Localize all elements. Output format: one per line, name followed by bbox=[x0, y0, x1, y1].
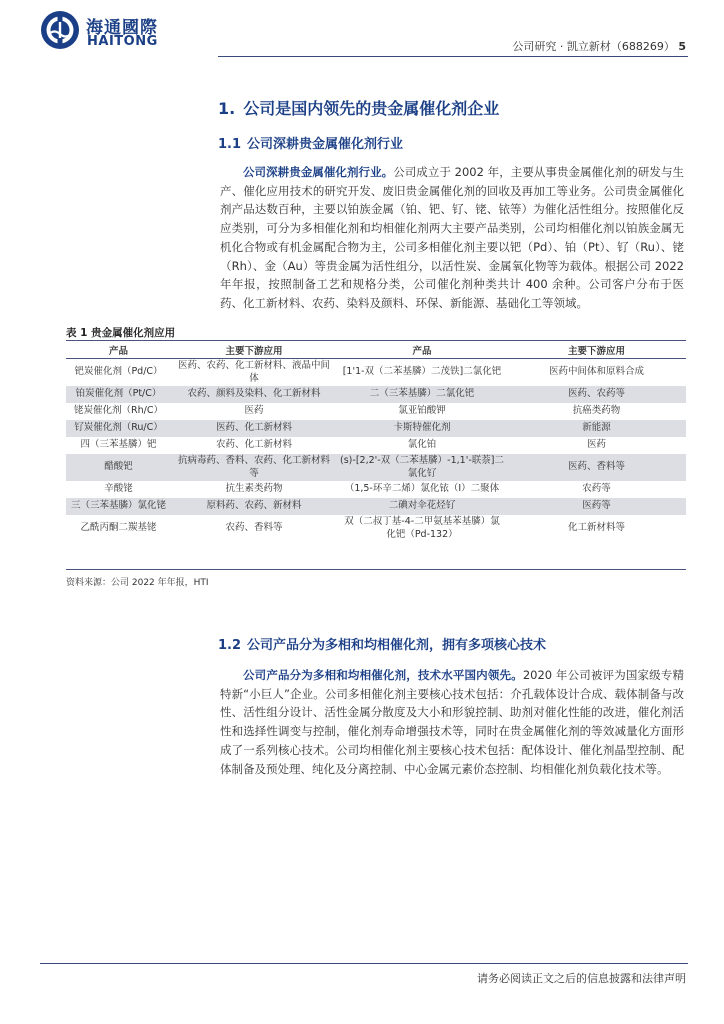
section-1-1-paragraph bbox=[220, 163, 684, 313]
table-cell: 医药等 bbox=[507, 498, 686, 515]
table-top-rule bbox=[66, 340, 686, 341]
section-number: 1.1 bbox=[218, 137, 242, 152]
paragraph-lead: 公司深耕贵金属催化剂行业。 bbox=[243, 165, 394, 179]
table-cell: 四（三苯基膦）钯 bbox=[80, 439, 157, 451]
footer-disclaimer: 请务必阅读正文之后的信息披露和法律声明 bbox=[477, 972, 686, 985]
page-number: 5 bbox=[678, 40, 686, 53]
table-cell: 医药 bbox=[586, 439, 606, 451]
table-cell: 二（三苯基膦）二氯化钯 bbox=[337, 386, 507, 403]
table-cell: 农药、香料等 bbox=[225, 522, 283, 534]
table-cell: 抗癌类药物 bbox=[572, 405, 621, 417]
table-row bbox=[66, 515, 686, 542]
table-cell: 农药、化工新材料 bbox=[215, 439, 292, 451]
table-cell: 铑炭催化剂（Rh/C） bbox=[74, 405, 163, 417]
haitong-logo-icon bbox=[40, 10, 80, 50]
table-cell: 新能源 bbox=[507, 420, 686, 437]
table-row bbox=[66, 481, 686, 498]
table-row bbox=[66, 403, 686, 420]
section-1-2-heading bbox=[218, 634, 546, 653]
table-row bbox=[66, 386, 686, 403]
table-cell: 医药中间体和原料合成 bbox=[548, 366, 644, 378]
paragraph-lead: 公司产品分为多相和均相催化剂，技术水平国内领先。 bbox=[243, 668, 523, 682]
table-row bbox=[66, 498, 686, 515]
column-header: 主要下游应用 bbox=[507, 342, 686, 359]
section-number: 1.2 bbox=[218, 638, 242, 653]
report-label: 公司研究 · 凯立新材（688269） bbox=[512, 40, 675, 53]
table-row bbox=[66, 359, 686, 387]
table-cell: 医药、农药、化工新材料、液晶中间体 bbox=[177, 360, 330, 384]
table-cell: 钯炭催化剂（Pd/C） bbox=[74, 366, 163, 378]
catalyst-application-table bbox=[66, 342, 686, 542]
table-cell: 乙酰丙酮二羰基铑 bbox=[80, 522, 157, 534]
table-cell: (s)-[2,2'-双（二苯基膦）-1,1'-联萘]二氯化钌 bbox=[337, 454, 507, 481]
section-1-2-paragraph bbox=[220, 666, 684, 778]
table-row bbox=[66, 420, 686, 437]
column-header: 主要下游应用 bbox=[171, 342, 337, 359]
section-title: 公司产品分为多相和均相催化剂，拥有多项核心技术 bbox=[247, 638, 547, 653]
table-source-note: 资料来源：公司 2022 年年报，HTI bbox=[66, 578, 209, 588]
table-cell: 卡斯特催化剂 bbox=[337, 420, 507, 437]
table-cell: 化工新材料等 bbox=[567, 522, 625, 534]
table-row bbox=[66, 437, 686, 454]
running-header bbox=[512, 38, 686, 54]
table-cell: 辛酸铑 bbox=[104, 483, 133, 495]
paragraph-body: 公司成立于 2002 年，主要从事贵金属催化剂的研发与生产、催化应用技术的研究开发、废旧贵金属催化剂的回收及再加工等业务。公司贵金属催化剂产品达数百种，主要以铂族金属（铂、钯、钌、铑、铱等）为催化活性组分。按照催化反应类别，可分为多相催化剂和均相催化剂两大主要产品类别，公司均相催化剂以铂族金属无机化合物或有机金属配合物为主，公司多相催化剂主要以钯（Pd）、铂（Pt）、钌（Ru）、铑（Rh）、金（Au）等贵金属为活性组分，以活性炭、金属氧化物等为载体。根据公司 2022 年年报，按照制备工艺和规格分类，公司催化剂种类共计 400 余种。公司客户分布于医药、化工新材料、农药、染料及颜料、环保、新能源、基础化工等领域。 bbox=[220, 165, 685, 310]
footer-divider bbox=[40, 963, 688, 964]
section-1-heading bbox=[218, 96, 499, 119]
table-cell: 抗生素类药物 bbox=[225, 483, 283, 495]
table-cell: 农药等 bbox=[582, 483, 611, 495]
section-number: 1. bbox=[218, 99, 236, 118]
table-bottom-rule bbox=[66, 569, 686, 570]
table-cell: 农药、颜料及染料、化工新材料 bbox=[171, 386, 337, 403]
table-cell: 医药、香料等 bbox=[507, 454, 686, 481]
table-cell: 原料药、农药、新材料 bbox=[171, 498, 337, 515]
table-cell: 二碘对伞花烃钌 bbox=[337, 498, 507, 515]
logo-english-name: HAITONG bbox=[87, 34, 158, 49]
table-header-row bbox=[66, 342, 686, 359]
table-cell: 医药、农药等 bbox=[507, 386, 686, 403]
section-title: 公司是国内领先的贵金属催化剂企业 bbox=[243, 99, 500, 118]
table-cell: 医药 bbox=[244, 405, 264, 417]
table-cell: 氯亚铂酸钾 bbox=[398, 405, 446, 417]
table-cell: 双（二叔丁基-4-二甲氨基苯基膦）氯化钯（Pd-132） bbox=[344, 516, 500, 540]
header-divider bbox=[218, 56, 688, 57]
haitong-logo bbox=[40, 10, 190, 50]
paragraph-body: 2020 年公司被评为国家级专精特新“小巨人”企业。公司多相催化剂主要核心技术包括：介孔载体设计合成、载体制备与改性、活性组分设计、活性金属分散度及大小和形貌控制、助剂对催化性能的改进，催化剂活性和选择性调变与控制，催化剂寿命增强技术等，同时在贵金属催化剂的等效减量化方面形成了一系列核心技术。公司均相催化剂主要核心技术包括：配体设计、催化剂晶型控制、配体制备及预处理、纯化及分离控制、中心金属元素价态控制、均相催化剂负载化技术等。 bbox=[220, 668, 685, 776]
table-cell: （1,5-环辛二烯）氯化铱（I）二聚体 bbox=[344, 483, 500, 495]
table-title: 表 1 贵金属催化剂应用 bbox=[66, 327, 176, 339]
column-header: 产品 bbox=[337, 342, 507, 359]
table-cell: 医药、化工新材料 bbox=[171, 420, 337, 437]
table-cell: 氯化铂 bbox=[407, 439, 437, 451]
table-cell: 三（三苯基膦）氯化铑 bbox=[66, 498, 171, 515]
section-1-1-heading bbox=[218, 133, 403, 152]
table-cell: 醋酸钯 bbox=[66, 454, 171, 481]
table-cell: 铂炭催化剂（Pt/C） bbox=[66, 386, 171, 403]
table-row bbox=[66, 454, 686, 481]
column-header: 产品 bbox=[66, 342, 171, 359]
logo-chinese-name: 海通國際 bbox=[86, 18, 158, 38]
table-cell: 抗病毒药、香料、农药、化工新材料等 bbox=[171, 454, 337, 481]
table-cell: [1'1-双（二苯基膦）二茂铁]二氯化钯 bbox=[342, 366, 502, 378]
table-cell: 钌炭催化剂（Ru/C） bbox=[66, 420, 171, 437]
section-title: 公司深耕贵金属催化剂行业 bbox=[247, 137, 404, 152]
